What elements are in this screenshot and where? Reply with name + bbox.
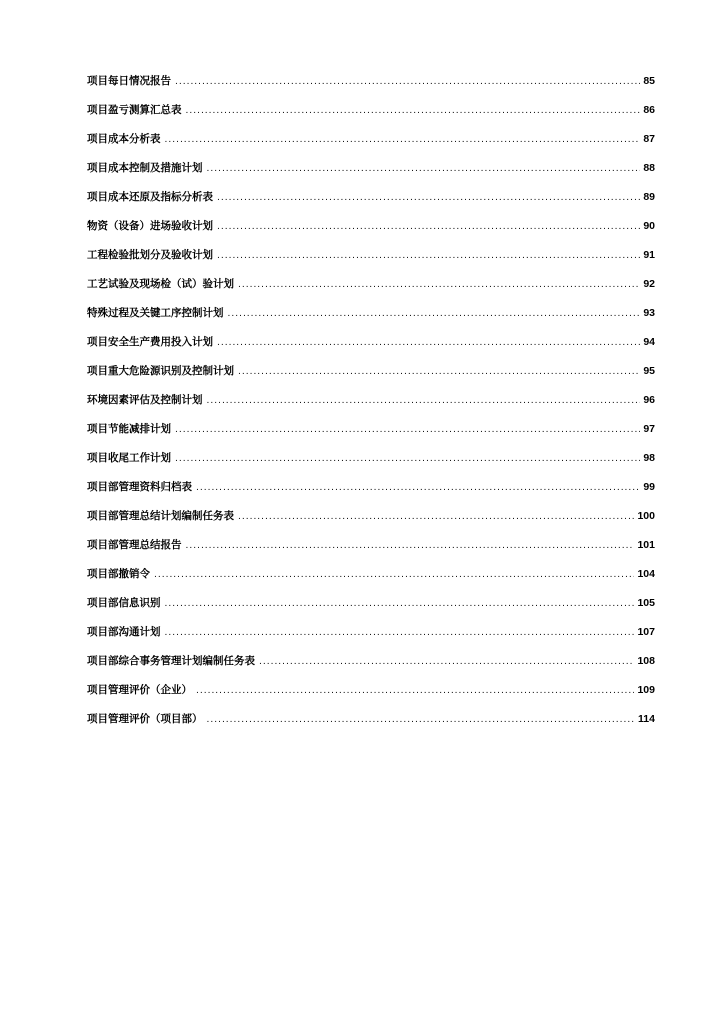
dot-leader <box>207 711 636 729</box>
toc-entry-title: 项目盈亏测算汇总表 <box>87 104 182 116</box>
dot-leader <box>175 421 640 439</box>
dot-leader <box>217 334 640 352</box>
toc-entry-page: 97 <box>643 423 655 435</box>
toc-entry[interactable] <box>87 304 655 333</box>
toc-entry-title: 项目收尾工作计划 <box>87 452 171 464</box>
table-of-contents <box>87 72 655 739</box>
toc-entry-title: 工艺试验及现场检（试）验计划 <box>87 278 234 290</box>
toc-entry[interactable] <box>87 710 655 739</box>
toc-entry-title: 项目重大危险源识别及控制计划 <box>87 365 234 377</box>
toc-entry-page: 85 <box>643 75 655 87</box>
toc-entry-page: 107 <box>637 626 655 638</box>
toc-entry-title: 工程检验批划分及验收计划 <box>87 249 213 261</box>
toc-entry[interactable] <box>87 449 655 478</box>
toc-entry-page: 109 <box>637 684 655 696</box>
toc-entry-page: 93 <box>643 307 655 319</box>
toc-entry-page: 94 <box>643 336 655 348</box>
toc-entry-page: 114 <box>638 713 655 725</box>
toc-entry-page: 100 <box>637 510 655 522</box>
dot-leader <box>259 653 634 671</box>
toc-entry-title: 项目部信息识别 <box>87 597 161 609</box>
dot-leader <box>165 595 635 613</box>
toc-entry[interactable] <box>87 652 655 681</box>
dot-leader <box>186 537 635 555</box>
toc-entry-title: 项目部沟通计划 <box>87 626 161 638</box>
toc-entry-page: 90 <box>643 220 655 232</box>
toc-entry-page: 104 <box>637 568 655 580</box>
toc-entry[interactable] <box>87 130 655 159</box>
toc-entry[interactable] <box>87 101 655 130</box>
dot-leader <box>217 218 640 236</box>
toc-entry-title: 项目每日情况报告 <box>87 75 171 87</box>
toc-entry[interactable] <box>87 507 655 536</box>
toc-entry-title: 项目安全生产费用投入计划 <box>87 336 213 348</box>
toc-entry-title: 特殊过程及关键工序控制计划 <box>87 307 224 319</box>
toc-entry[interactable] <box>87 333 655 362</box>
toc-entry[interactable] <box>87 246 655 275</box>
toc-entry-page: 95 <box>643 365 655 377</box>
toc-entry-title: 项目部管理总结计划编制任务表 <box>87 510 234 522</box>
toc-entry-page: 86 <box>643 104 655 116</box>
toc-entry-title: 项目管理评价（企业） <box>87 684 192 696</box>
toc-entry-page: 96 <box>643 394 655 406</box>
toc-entry-title: 物资（设备）进场验收计划 <box>87 220 213 232</box>
toc-entry-page: 101 <box>637 539 655 551</box>
toc-entry[interactable] <box>87 594 655 623</box>
dot-leader <box>238 508 634 526</box>
toc-entry-page: 99 <box>643 481 655 493</box>
dot-leader <box>165 131 641 149</box>
dot-leader <box>175 450 640 468</box>
dot-leader <box>217 189 640 207</box>
dot-leader <box>207 160 641 178</box>
dot-leader <box>217 247 640 265</box>
toc-entry-page: 88 <box>643 162 655 174</box>
toc-entry-page: 108 <box>637 655 655 667</box>
toc-entry[interactable] <box>87 478 655 507</box>
toc-entry-title: 项目部撤销令 <box>87 568 150 580</box>
toc-entry-page: 105 <box>637 597 655 609</box>
toc-entry-title: 项目部管理资料归档表 <box>87 481 192 493</box>
toc-entry[interactable] <box>87 420 655 449</box>
dot-leader <box>196 682 634 700</box>
dot-leader <box>165 624 635 642</box>
toc-entry[interactable] <box>87 623 655 652</box>
toc-entry-page: 87 <box>643 133 655 145</box>
toc-entry[interactable] <box>87 159 655 188</box>
toc-entry[interactable] <box>87 681 655 710</box>
toc-entry-page: 98 <box>643 452 655 464</box>
dot-leader <box>186 102 641 120</box>
toc-entry[interactable] <box>87 275 655 304</box>
toc-entry[interactable] <box>87 565 655 594</box>
toc-entry-page: 92 <box>643 278 655 290</box>
toc-entry-title: 项目部管理总结报告 <box>87 539 182 551</box>
dot-leader <box>238 363 640 381</box>
toc-entry[interactable] <box>87 188 655 217</box>
toc-entry-page: 91 <box>643 249 655 261</box>
toc-entry-title: 项目管理评价（项目部） <box>87 713 203 725</box>
toc-entry[interactable] <box>87 362 655 391</box>
dot-leader <box>228 305 641 323</box>
toc-entry-title: 项目成本控制及措施计划 <box>87 162 203 174</box>
toc-entry[interactable] <box>87 391 655 420</box>
toc-entry[interactable] <box>87 536 655 565</box>
toc-entry-title: 项目部综合事务管理计划编制任务表 <box>87 655 255 667</box>
dot-leader <box>196 479 640 497</box>
toc-entry-page: 89 <box>643 191 655 203</box>
toc-entry-title: 项目成本分析表 <box>87 133 161 145</box>
dot-leader <box>175 73 640 91</box>
dot-leader <box>207 392 641 410</box>
dot-leader <box>238 276 640 294</box>
dot-leader <box>154 566 634 584</box>
toc-entry[interactable] <box>87 217 655 246</box>
toc-entry-title: 项目成本还原及指标分析表 <box>87 191 213 203</box>
toc-entry-title: 环境因素评估及控制计划 <box>87 394 203 406</box>
toc-entry[interactable] <box>87 72 655 101</box>
toc-entry-title: 项目节能减排计划 <box>87 423 171 435</box>
